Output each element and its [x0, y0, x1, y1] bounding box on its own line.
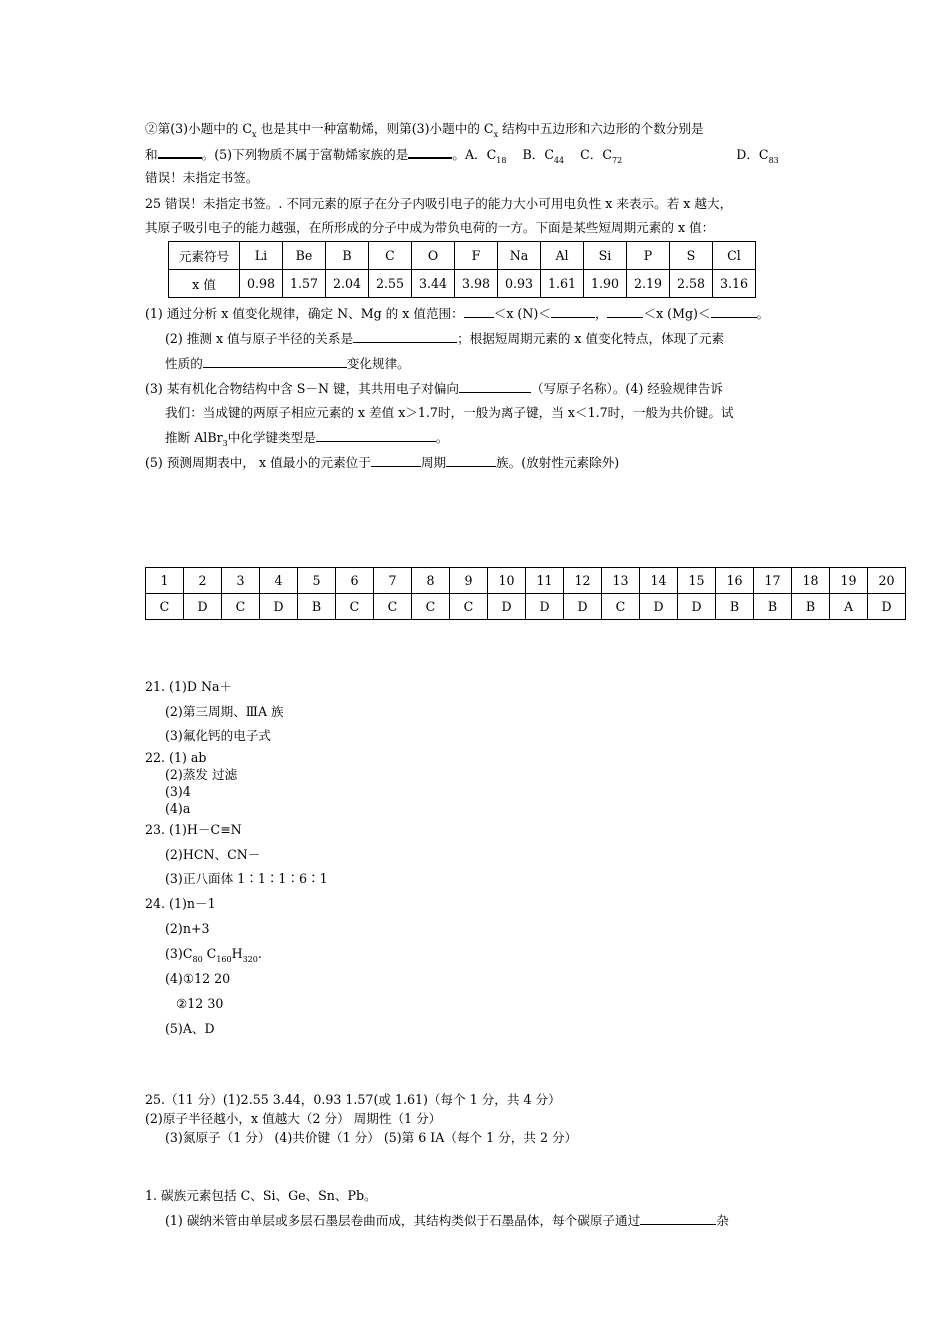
answer-24-1: 24. (1)n－1 [145, 896, 216, 911]
table-cell: B [792, 594, 830, 620]
answer-23-1: 23. (1)H－C≡N [145, 822, 242, 837]
answer-25-1: 25.（11 分）(1)2.55 3.44，0.93 1.57(或 1.61)（每个 1 分，共 4 分） [145, 1092, 561, 1107]
answer-23-2: (2)HCN、CN－ [165, 847, 261, 862]
table-cell: Si [584, 242, 627, 270]
table-cell: 2.04 [326, 270, 369, 298]
table-cell: B [326, 242, 369, 270]
table-cell: 10 [488, 568, 526, 594]
table-cell: D [488, 594, 526, 620]
table-cell: 1 [146, 568, 184, 594]
answer-22-3: (3)4 [165, 784, 191, 799]
table-cell: 1.90 [584, 270, 627, 298]
table-cell: 8 [412, 568, 450, 594]
answer-24-3: $(3)C_{80}$ $C_{160}H_{320}$. [165, 946, 262, 964]
answer-21-3: (3)氟化钙的电子式 [165, 728, 271, 743]
table-cell: D [640, 594, 678, 620]
q24-line2: 和 。(5)下列物质不属于富勒烯家族的是 。A．$C_{18}$ B．$C_{44}$ C．$C_{72}$ D．$C_{83}$ [145, 147, 779, 165]
table-cell: 元素符号 [169, 242, 240, 270]
table-cell: x 值 [169, 270, 240, 298]
table-cell: C [222, 594, 260, 620]
table-cell: C [336, 594, 374, 620]
table-cell: 16 [716, 568, 754, 594]
table-cell: 17 [754, 568, 792, 594]
table-cell: 6 [336, 568, 374, 594]
table-cell: Al [541, 242, 584, 270]
table-cell: 2 [184, 568, 222, 594]
table-cell: C [146, 594, 184, 620]
table-cell: 18 [792, 568, 830, 594]
q24-line1: ②第(3)小题中的 $C_x$ 也是其中一种富勒烯，则第(3)小题中的 $C_x$ 结构中五边形和六边形的个数分别是 [145, 121, 704, 139]
table-cell: 7 [374, 568, 412, 594]
table-cell: S [670, 242, 713, 270]
q25-part1: (1) 通过分析 x 值变化规律，确定 N、Mg 的 x 值范围： ＜x (N)＜ ， ＜x (Mg)＜ 。 [145, 306, 770, 321]
table-cell: D [868, 594, 906, 620]
answer-24-4: (4)①12 20 [165, 971, 231, 986]
table-cell: 0.98 [240, 270, 283, 298]
q25-part2a: (2) 推测 x 值与原子半径的关系是 ；根据短周期元素的 x 值变化特点，体现了元素 [165, 331, 725, 346]
q25-part3c: 推断 AlBr$_3$中化学键类型是 。 [165, 430, 449, 448]
table-cell: D [678, 594, 716, 620]
table-cell: 12 [564, 568, 602, 594]
answer-table [145, 567, 906, 620]
table-cell: D [526, 594, 564, 620]
table-cell: D [260, 594, 298, 620]
table-cell: 19 [830, 568, 868, 594]
table-cell: 3 [222, 568, 260, 594]
table-cell: Na [498, 242, 541, 270]
table-cell: Be [283, 242, 326, 270]
table-cell: C [602, 594, 640, 620]
table-cell: Li [240, 242, 283, 270]
q25-intro2: 其原子吸引电子的能力越强，在所形成的分子中成为带负电荷的一方。下面是某些短周期元素的 x 值： [145, 220, 715, 235]
table-cell: A [830, 594, 868, 620]
table-cell: 5 [298, 568, 336, 594]
table-cell: Cl [713, 242, 756, 270]
answer-24-2: (2)n+3 [165, 921, 210, 936]
electronegativity-table [168, 241, 756, 298]
answer-24-5: ②12 30 [176, 996, 224, 1011]
table-row [146, 568, 906, 594]
table-cell: 3.16 [713, 270, 756, 298]
table-cell: B [754, 594, 792, 620]
q25-part3b: 我们：当成键的两原子相应元素的 x 差值 x＞1.7时，一般为离子键，当 x＜1.7时，一般为共价键。试 [165, 405, 734, 420]
table-cell: 13 [602, 568, 640, 594]
table-cell: 2.19 [627, 270, 670, 298]
table-row [169, 270, 756, 298]
answer-22-2: (2)蒸发 过滤 [165, 767, 238, 782]
carbon-question-1-1: (1) 碳纳米管由单层或多层石墨层卷曲而成，其结构类似于石墨晶体，每个碳原子通过 杂 [165, 1213, 729, 1228]
table-cell: 1.61 [541, 270, 584, 298]
answer-21-1: 21. (1)D Na＋ [145, 679, 233, 694]
table-cell: D [184, 594, 222, 620]
answer-21-2: (2)第三周期、ⅢA 族 [165, 704, 284, 719]
table-cell: B [716, 594, 754, 620]
table-cell: 0.93 [498, 270, 541, 298]
answer-22-1: 22. (1) ab [145, 750, 207, 765]
table-cell: 11 [526, 568, 564, 594]
table-cell: 4 [260, 568, 298, 594]
q25-part3a: (3) 某有机化合物结构中含 S－N 键，其共用电子对偏向 （写原子名称）。(4) 经验规律告诉 [145, 381, 723, 396]
table-cell: C [369, 242, 412, 270]
answer-25-3: (3)氮原子（1 分） (4)共价键（1 分） (5)第 6 ⅠA（每个 1 分，共 2 分） [165, 1130, 578, 1145]
table-cell: D [564, 594, 602, 620]
table-cell: C [412, 594, 450, 620]
table-cell: 20 [868, 568, 906, 594]
answer-23-3: (3)正八面体 1∶1∶1∶6∶1 [165, 871, 328, 886]
table-cell: 14 [640, 568, 678, 594]
q25-part5: (5) 预测周期表中， x 值最小的元素位于 周期 族。(放射性元素除外) [145, 455, 620, 470]
table-cell: 3.98 [455, 270, 498, 298]
q25-part2b: 性质的 变化规律。 [165, 356, 410, 371]
answer-24-6: (5)A、D [165, 1021, 215, 1036]
q25-intro1: 25 错误！未指定书签。. 不同元素的原子在分子内吸引电子的能力大小可用电负性 x 来表示。若 x 越大， [145, 196, 733, 211]
table-cell: F [455, 242, 498, 270]
table-cell: 1.57 [283, 270, 326, 298]
table-cell: 2.55 [369, 270, 412, 298]
table-cell: 2.58 [670, 270, 713, 298]
answer-25-2: (2)原子半径越小，x 值越大（2 分） 周期性（1 分） [145, 1111, 442, 1126]
table-row [169, 242, 756, 270]
carbon-question-1: 1. 碳族元素包括 C、Si、Ge、Sn、Pb。 [145, 1188, 377, 1203]
table-row [146, 594, 906, 620]
table-cell: C [374, 594, 412, 620]
q24-line3: 错误！未指定书签。 [145, 170, 259, 185]
table-cell: O [412, 242, 455, 270]
table-cell: P [627, 242, 670, 270]
table-cell: C [450, 594, 488, 620]
table-cell: 3.44 [412, 270, 455, 298]
table-cell: B [298, 594, 336, 620]
table-cell: 15 [678, 568, 716, 594]
table-cell: 9 [450, 568, 488, 594]
answer-22-4: (4)a [165, 801, 191, 816]
